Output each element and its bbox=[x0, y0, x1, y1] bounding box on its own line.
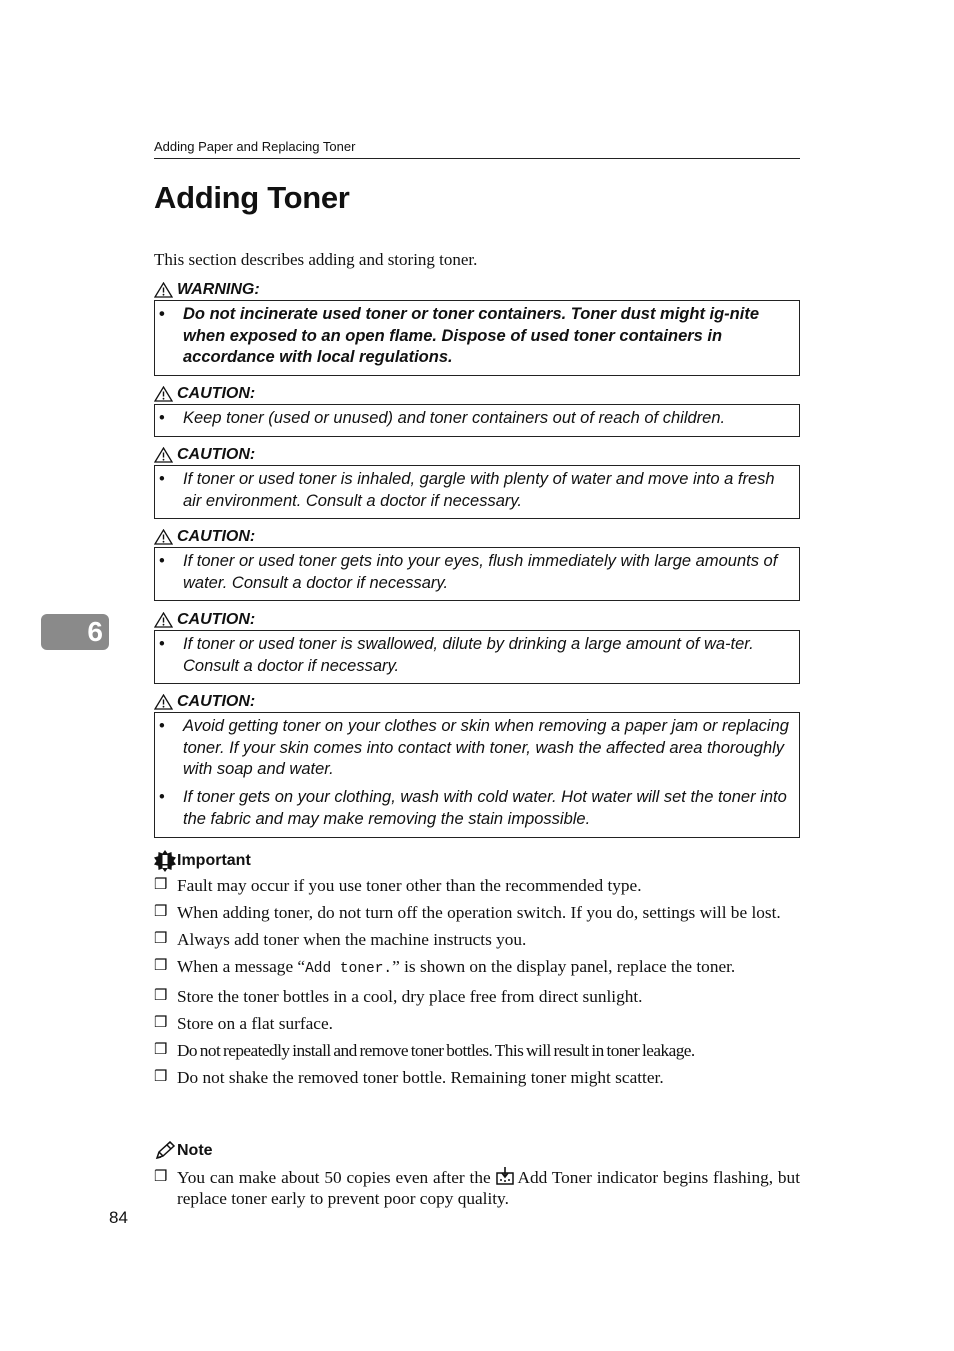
list-item: ❒ Fault may occur if you use toner other than the recommended type. bbox=[154, 876, 642, 895]
bullet-icon: • bbox=[159, 470, 165, 488]
bullet-icon: • bbox=[159, 717, 165, 735]
list-item: ❒ When a message “Add toner.” is shown on the display panel, replace the toner. bbox=[154, 956, 800, 980]
bullet-icon: • bbox=[159, 552, 165, 570]
warning-label: WARNING: bbox=[177, 281, 260, 298]
caution-box bbox=[154, 465, 800, 519]
important-label: Important bbox=[177, 852, 251, 869]
caution-box bbox=[154, 712, 800, 838]
note-label: Note bbox=[177, 1142, 213, 1159]
warning-text: Do not incinerate used toner or toner containers. Toner dust might ig-nite when exposed to an open flame. Dispose of used toner containers in accordance with local regulations. bbox=[183, 305, 760, 367]
warning-triangle-icon bbox=[154, 694, 173, 710]
caution-text: If toner or used toner is inhaled, gargle with plenty of water and move into a fresh air environment. Consult a doctor if necessary. bbox=[183, 470, 775, 510]
caution-label: CAUTION: bbox=[177, 611, 256, 628]
caution-box bbox=[154, 630, 800, 684]
checkbox-icon: ❒ bbox=[154, 1042, 168, 1058]
warning-triangle-icon bbox=[154, 282, 173, 298]
list-item: ❒ Always add toner when the machine instructs you. bbox=[154, 930, 527, 949]
bullet-icon: • bbox=[159, 788, 165, 807]
bullet-icon: • bbox=[159, 305, 165, 323]
warning-block bbox=[154, 279, 800, 376]
page-title: Adding Toner bbox=[154, 180, 350, 215]
important-list bbox=[154, 875, 800, 1088]
warning-triangle-icon bbox=[154, 447, 173, 463]
caution-block bbox=[154, 383, 800, 437]
warning-triangle-icon bbox=[154, 386, 173, 402]
list-item: ❒ Store on a flat surface. bbox=[154, 1014, 333, 1033]
warning-triangle-icon bbox=[154, 529, 173, 545]
display-message: Add toner. bbox=[305, 961, 393, 977]
caution-text: If toner gets on your clothing, wash with cold water. Hot water will set the toner into the fabric and may make removing the stain impossible. bbox=[183, 788, 787, 828]
checkbox-icon: ❒ bbox=[154, 988, 168, 1004]
list-item: ❒ When adding toner, do not turn off the operation switch. If you do, settings will be lost. bbox=[154, 903, 781, 922]
bullet-icon: • bbox=[159, 635, 165, 653]
checkbox-icon: ❒ bbox=[154, 1069, 168, 1085]
running-header: Adding Paper and Replacing Toner bbox=[154, 139, 800, 159]
warning-triangle-icon bbox=[154, 612, 173, 628]
caution-block bbox=[154, 444, 800, 519]
caution-block bbox=[154, 609, 800, 684]
caution-block bbox=[154, 691, 800, 838]
caution-box bbox=[154, 547, 800, 601]
list-item: ❒ You can make about 50 copies even after the Add Toner indicator begins flashing, but replace toner early to prevent poor copy quality. bbox=[154, 1168, 801, 1208]
note-list bbox=[154, 1167, 800, 1209]
list-item: ❒ Do not shake the removed toner bottle. Remaining toner might scatter. bbox=[154, 1068, 664, 1087]
caution-label: CAUTION: bbox=[177, 446, 256, 463]
caution-label: CAUTION: bbox=[177, 385, 256, 402]
caution-text: If toner or used toner is swallowed, dilute by drinking a large amount of wa-ter. Consult a doctor if necessary. bbox=[183, 635, 754, 675]
important-badge-icon bbox=[154, 850, 176, 872]
checkbox-icon: ❒ bbox=[154, 877, 168, 893]
page-number: 84 bbox=[109, 1208, 128, 1227]
caution-box bbox=[154, 404, 800, 437]
list-item: ❒ Do not repeatedly install and remove toner bottles. This will result in toner leakage. bbox=[154, 1041, 695, 1060]
intro-text: This section describes adding and storing toner. bbox=[154, 250, 478, 269]
caution-text: Avoid getting toner on your clothes or skin when removing a paper jam or replacing toner. If your skin comes into contact with toner, wash the affected area thoroughly with soap and water. bbox=[183, 717, 789, 779]
pencil-icon bbox=[154, 1141, 176, 1161]
caution-label: CAUTION: bbox=[177, 528, 256, 545]
caution-text: Keep toner (used or unused) and toner containers out of reach of children. bbox=[183, 409, 726, 427]
add-toner-indicator-icon bbox=[496, 1167, 514, 1185]
bullet-icon: • bbox=[159, 409, 165, 427]
checkbox-icon: ❒ bbox=[154, 931, 168, 947]
caution-block bbox=[154, 526, 800, 601]
note-heading bbox=[154, 1141, 213, 1161]
warning-box bbox=[154, 300, 800, 376]
caution-label: CAUTION: bbox=[177, 693, 256, 710]
chapter-tab: 6 bbox=[41, 614, 109, 650]
caution-text: If toner or used toner gets into your eyes, flush immediately with large amounts of water. Consult a doctor if necessary. bbox=[183, 552, 778, 592]
checkbox-icon: ❒ bbox=[154, 958, 168, 974]
checkbox-icon: ❒ bbox=[154, 904, 168, 920]
important-heading bbox=[154, 850, 251, 872]
list-item: ❒ Store the toner bottles in a cool, dry place free from direct sunlight. bbox=[154, 987, 643, 1006]
checkbox-icon: ❒ bbox=[154, 1169, 168, 1185]
checkbox-icon: ❒ bbox=[154, 1015, 168, 1031]
